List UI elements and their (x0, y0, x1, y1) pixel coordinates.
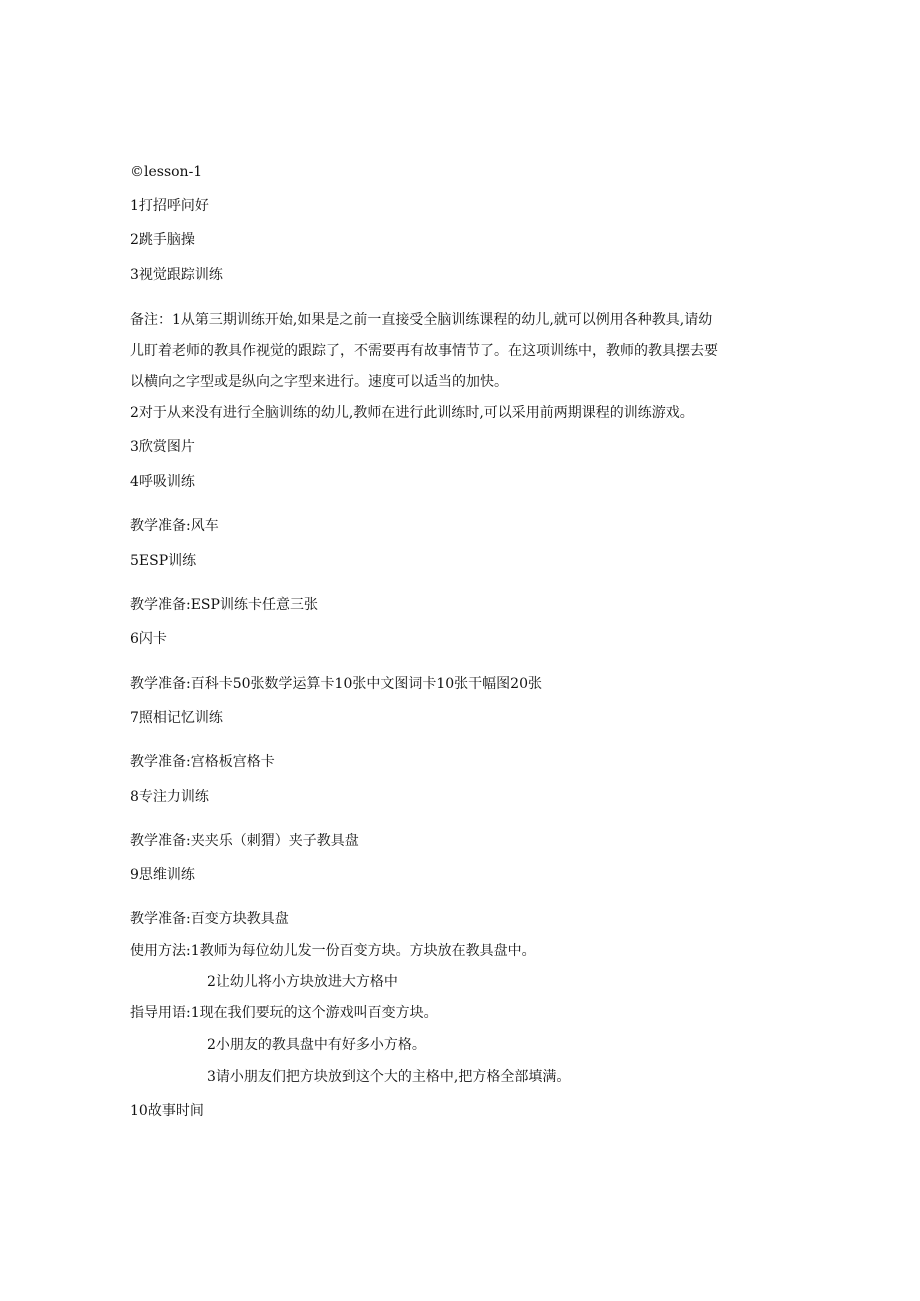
guide-line-2: 2小朋友的教具盘中有好多小方格。 (207, 1037, 426, 1053)
item-photo-memory: 7照相记忆训练 (130, 710, 223, 726)
item-thinking: 9思维训练 (130, 867, 195, 883)
note-line-2: 儿盯着老师的教具作视觉的跟踪了，不需要再有故事情节了。在这项训练中，教师的教具摆去要 (130, 343, 718, 359)
prep-concentration: 教学准备:夹夹乐（刺猬）夹子教具盘 (130, 833, 359, 849)
item-visual-tracking: 3视觉跟踪训练 (130, 267, 223, 283)
guide-line-3: 3请小朋友们把方块放到这个大的主格中,把方格全部填满。 (207, 1069, 571, 1085)
note-line-3: 以横向之字型或是纵向之字型来进行。速度可以适当的加快。 (130, 374, 508, 390)
guide-line-1: 指导用语:1现在我们要玩的这个游戏叫百变方块。 (130, 1005, 438, 1021)
item-breathing: 4呼吸训练 (130, 474, 195, 490)
prep-breathing: 教学准备:风车 (130, 518, 219, 534)
prep-flash-cards: 教学准备:百科卡50张数学运算卡10张中文图词卡10张干幅图20张 (130, 676, 542, 692)
usage-line-1: 使用方法:1教师为每位幼儿发一份百变方块。方块放在教具盘中。 (130, 943, 536, 959)
item-picture-appreciation: 3欣赏图片 (130, 439, 195, 455)
note-line-1: 备注：1从第三期训练开始,如果是之前一直接受全脑训练课程的幼儿,就可以例用各种教具,请幼 (130, 312, 713, 328)
prep-thinking: 教学准备:百变方块教具盘 (130, 911, 289, 927)
prep-photo-memory: 教学准备:宫格板宫格卡 (130, 754, 275, 770)
note-line-4: 2对于从来没有进行全脑训练的幼儿,教师在进行此训练时,可以采用前两期课程的训练游戏。 (130, 405, 694, 421)
item-hand-brain-exercise: 2跳手脑操 (130, 232, 195, 248)
usage-line-2: 2让幼儿将小方块放进大方格中 (207, 974, 398, 990)
item-greeting: 1打招呼问好 (130, 198, 209, 214)
prep-esp: 教学准备:ESP训练卡任意三张 (130, 597, 318, 613)
item-esp: 5ESP训练 (130, 553, 197, 569)
item-story-time: 10故事时间 (130, 1103, 204, 1119)
item-flash-cards: 6闪卡 (130, 631, 167, 647)
lesson-title: ©lesson-1 (130, 164, 203, 180)
item-concentration: 8专注力训练 (130, 789, 209, 805)
